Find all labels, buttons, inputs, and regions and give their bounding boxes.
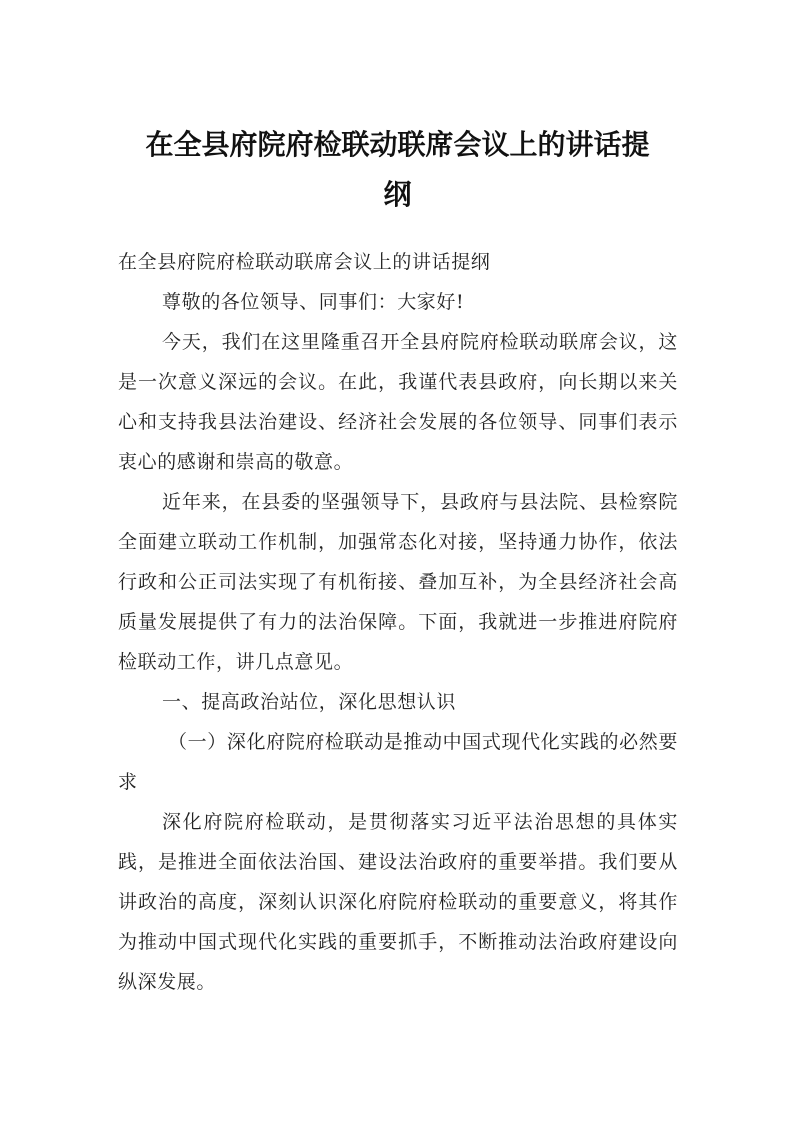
- greeting-paragraph: 尊敬的各位领导、同事们：大家好!: [162, 291, 465, 313]
- title-line-2: 纲: [383, 178, 412, 211]
- background-paragraph: 近年来，在县委的坚强领导下，县政府与县法院、县检察院全面建立联动工作机制，加强常态化对接，坚持通力协作，依法行政和公正司法实现了有机衔接、叠加互补，为全县经济社会高质量发展提供了有力的法治保障。下面，我就进一步推进府院府检联动工作，讲几点意见。: [118, 491, 678, 673]
- subtitle-paragraph: 在全县府院府检联动联席会议上的讲话提纲: [118, 251, 491, 273]
- section-heading: 一、提高政治站位，深化思想认识: [162, 691, 457, 713]
- subsection-heading: （一）深化府院府检联动是推动中国式现代化实践的必然要求: [118, 731, 678, 793]
- opening-paragraph: 今天，我们在这里隆重召开全县府院府检联动联席会议，这是一次意义深远的会议。在此，我谨代表县政府，向长期以来关心和支持我县法治建设、经济社会发展的各位领导、同事们表示衷心的感谢和崇高的敬意。: [118, 331, 678, 473]
- body-paragraph: 深化府院府检联动，是贯彻落实习近平法治思想的具体实践，是推进全面依法治国、建设法治政府的重要举措。我们要从讲政治的高度，深刻认识深化府院府检联动的重要意义，将其作为推动中国式现代化实践的重要抓手，不断推动法治政府建设向纵深发展。: [118, 811, 678, 993]
- document-body: [118, 242, 678, 1002]
- title-line-1: 在全县府院府检联动联席会议上的讲话提: [145, 128, 650, 161]
- document-title: [110, 120, 685, 220]
